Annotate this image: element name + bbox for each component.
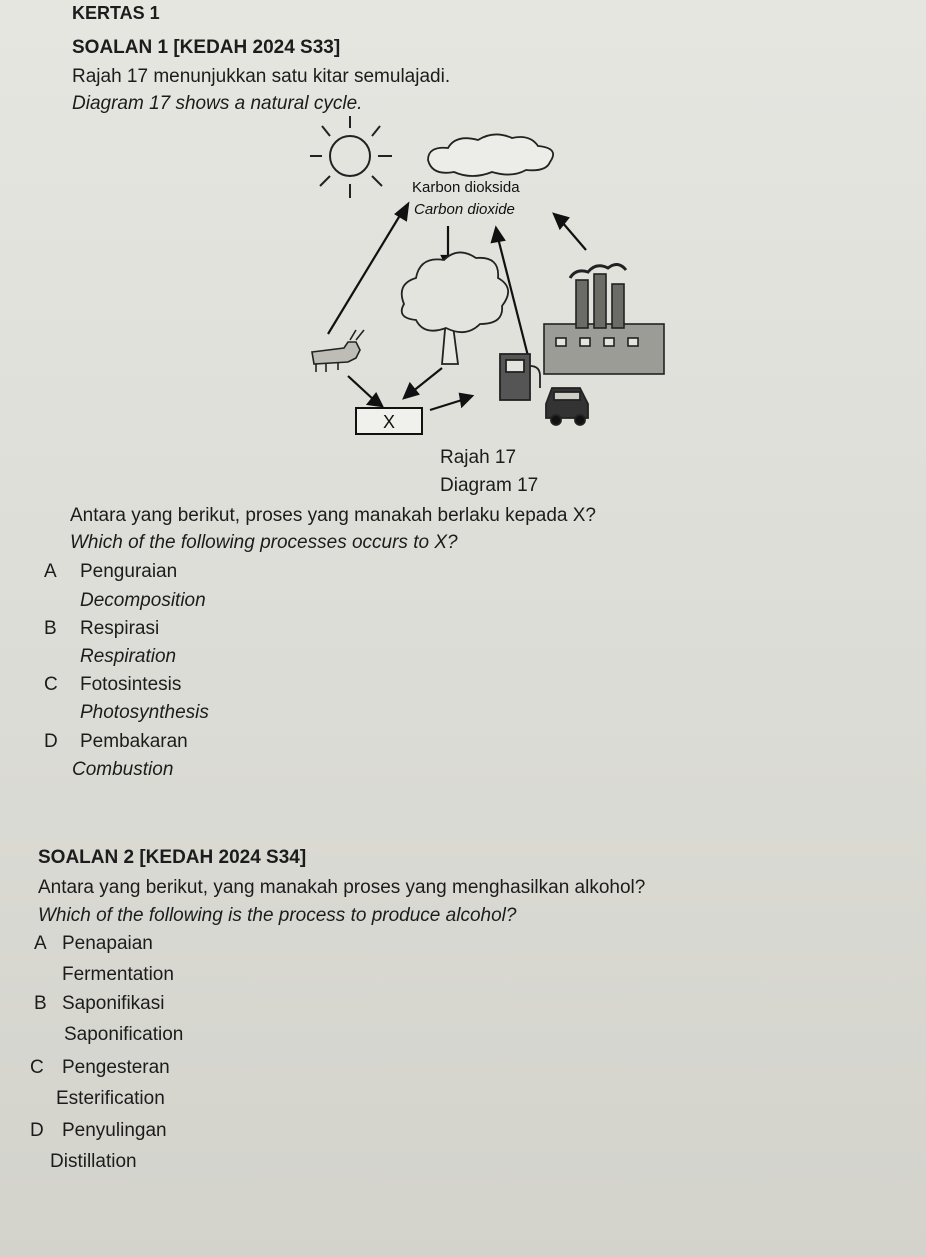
- q2-option-d-en: Distillation: [50, 1151, 137, 1172]
- arrow-tree-to-x: [412, 368, 442, 392]
- q1-intro-en: Diagram 17 shows a natural cycle.: [72, 93, 363, 114]
- q2-option-c[interactable]: C Pengesteran: [30, 1057, 170, 1078]
- q2-heading: SOALAN 2 [KEDAH 2024 S34]: [38, 847, 307, 868]
- q2-question-en: Which of the following is the process to produce alcohol?: [38, 905, 517, 926]
- animals-icon: [312, 330, 364, 372]
- factory-icon: [544, 264, 664, 374]
- co2-label-en: Carbon dioxide: [414, 201, 515, 218]
- q2-option-b[interactable]: B Saponifikasi: [34, 993, 165, 1014]
- q1-question-en: Which of the following processes occurs to X?: [70, 532, 458, 553]
- q1-option-a-en: Decomposition: [80, 590, 206, 611]
- q1-intro-ms: Rajah 17 menunjukkan satu kitar semulajadi.: [72, 66, 451, 87]
- q1-option-d-en: Combustion: [72, 759, 174, 780]
- q2-option-a-en: Fermentation: [62, 964, 174, 985]
- arrow-animal-to-x: [348, 376, 374, 400]
- arrow-x-to-car: [430, 400, 462, 410]
- sun-icon: [310, 116, 392, 198]
- q1-option-c-en: Photosynthesis: [80, 702, 209, 723]
- q1-option-b-en: Respiration: [80, 646, 177, 667]
- paper-label: KERTAS 1: [72, 3, 160, 23]
- arrow-factory-to-co2: [562, 222, 586, 250]
- diagram-caption-en: Diagram 17: [440, 475, 539, 496]
- diagram-caption-ms: Rajah 17: [440, 447, 517, 468]
- q1-option-a[interactable]: A Penguraian: [44, 561, 178, 582]
- q1-question-ms: Antara yang berikut, proses yang manakah berlaku kepada X?: [70, 505, 596, 526]
- q2-question-ms: Antara yang berikut, yang manakah proses yang menghasilkan alkohol?: [38, 877, 646, 898]
- q2-option-b-en: Saponification: [64, 1024, 184, 1045]
- cloud-icon: [428, 134, 553, 176]
- arrow-animal-to-co2: [328, 212, 402, 334]
- q1-option-b[interactable]: B Respirasi: [44, 618, 160, 639]
- q2-option-d[interactable]: D Penyulingan: [30, 1120, 167, 1141]
- natural-cycle-diagram: [290, 108, 710, 448]
- x-box-label: X: [382, 412, 396, 432]
- q2-option-a[interactable]: A Penapaian: [34, 933, 153, 954]
- q2-option-c-en: Esterification: [56, 1088, 165, 1109]
- q1-option-d[interactable]: D Pembakaran: [44, 731, 188, 752]
- car-icon: [546, 388, 588, 425]
- fuel-pump-icon: [500, 354, 540, 400]
- co2-label-ms: Karbon dioksida: [412, 179, 520, 196]
- tree-icon: [402, 252, 508, 364]
- q1-option-c[interactable]: C Fotosintesis: [44, 674, 182, 695]
- q1-heading: SOALAN 1 [KEDAH 2024 S33]: [72, 37, 341, 58]
